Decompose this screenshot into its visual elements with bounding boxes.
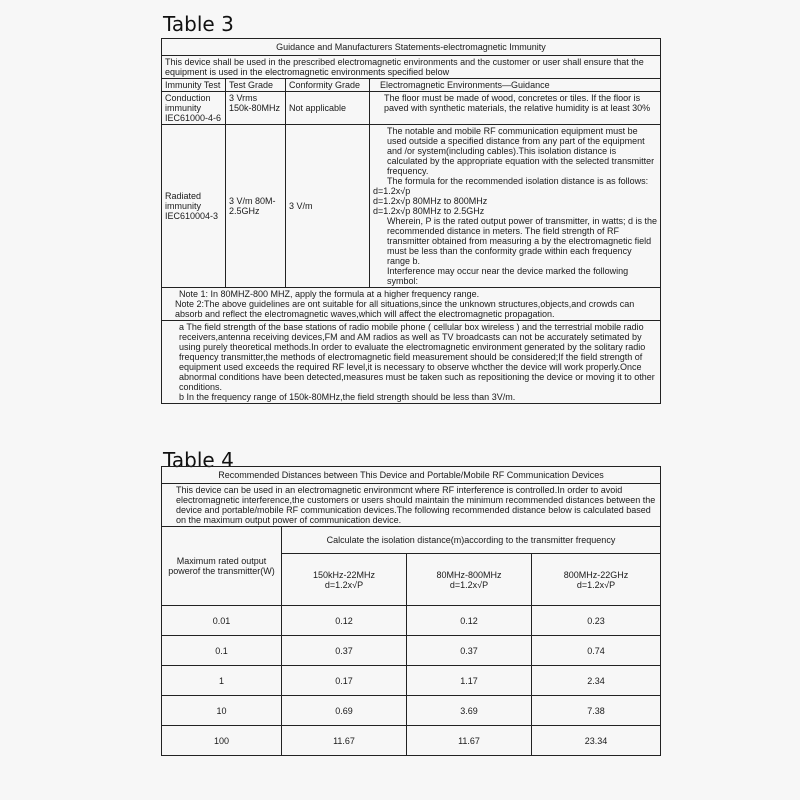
header-immunity-test: Immunity Test bbox=[162, 79, 226, 92]
table-row bbox=[162, 726, 661, 756]
row1-grade: 3 Vrms 150k-80MHz bbox=[226, 92, 286, 125]
col-header-800m-22g bbox=[532, 554, 661, 606]
table3-intro: This device shall be used in the prescribed electromagnetic environments and the customer or user shall ensure that the equipment is used in the electromagnetic environments specified below bbox=[162, 56, 661, 79]
col-header-80m-800m bbox=[407, 554, 532, 606]
col-range: 80MHz-800MHz bbox=[436, 569, 502, 580]
formula-1: d=1.2x√p bbox=[373, 186, 411, 196]
row2-grade: 3 V/m 80M-2.5GHz bbox=[226, 125, 286, 288]
col-formula: d=1.2x√P bbox=[576, 579, 616, 590]
power-cell: 10 bbox=[162, 696, 282, 726]
row1-test: Conduction immunity IEC61000-4-6 bbox=[162, 92, 226, 125]
power-cell: 1 bbox=[162, 666, 282, 696]
row2-guidance bbox=[370, 125, 661, 288]
distance-cell: 2.34 bbox=[532, 666, 661, 696]
table-row bbox=[162, 636, 661, 666]
distance-cell: 11.67 bbox=[407, 726, 532, 756]
row2-conformity: 3 V/m bbox=[286, 125, 370, 288]
table4-heading: Table 4 bbox=[163, 448, 234, 472]
note-1: Note 1: In 80MHZ-800 MHZ, apply the formula at a higher frequency range. bbox=[179, 289, 480, 299]
distance-cell: 7.38 bbox=[532, 696, 661, 726]
footnote-a: a The field strength of the base stations of radio mobile phone ( cellular box wireless ) and the terrestrial mobile radio receivers,antenna receiving devices,FM and AM radios as well as TV broadcasts can not be accurately setimated by using purely theoretical methods.In order to evaluate the electromagnetic environment generated by the solitary radio frequency transmitter,the methods of electromagnetic field measurement should be considered;If the field strength of equipment used exceeds the required RF level,it is necessary to observe whcther the device will work properly.Once abnormal conditions have been detected,measures must be taken such as repositioning the device or moving it to other conditions. bbox=[179, 322, 655, 392]
distance-cell: 0.12 bbox=[407, 606, 532, 636]
row2-guidance-p1: The notable and mobile RF communication equipment must be used outside a specified distance from any part of the equipment and /or system(including cables).This isolation distance is calculated by the appropriate equation with the selected transmitter frequency. bbox=[387, 126, 655, 176]
calc-header: Calculate the isolation distance(m)according to the transmitter frequency bbox=[282, 527, 661, 554]
note-2: Note 2:The above guidelines are ont suitable for all situations,since the unknown structures,objects,and crowds can absorb and reflect the electromagnetic waves,which will affect the electromagnetic propagation. bbox=[175, 299, 635, 319]
col-range: 150kHz-22MHz bbox=[312, 569, 376, 580]
table3 bbox=[161, 38, 661, 404]
formula-2: d=1.2x√p 80MHz to 800MHz bbox=[373, 196, 488, 206]
table-row bbox=[162, 606, 661, 636]
power-cell: 100 bbox=[162, 726, 282, 756]
distance-cell: 11.67 bbox=[282, 726, 407, 756]
row2-guidance-p2: The formula for the recommended isolation distance is as follows: bbox=[387, 176, 649, 186]
table3-title: Guidance and Manufacturers Statements-electromagnetic Immunity bbox=[162, 39, 661, 56]
formula-3: d=1.2x√p 80MHz to 2.5GHz bbox=[373, 206, 485, 216]
col-range: 800MHz-22GHz bbox=[563, 569, 629, 580]
distance-cell: 23.34 bbox=[532, 726, 661, 756]
table3-heading: Table 3 bbox=[163, 12, 234, 36]
table-row bbox=[162, 666, 661, 696]
table4 bbox=[161, 466, 661, 756]
power-cell: 0.01 bbox=[162, 606, 282, 636]
power-cell: 0.1 bbox=[162, 636, 282, 666]
distance-cell: 0.23 bbox=[532, 606, 661, 636]
table3-footnotes bbox=[162, 321, 661, 404]
col-formula: d=1.2x√P bbox=[449, 579, 489, 590]
col-formula: d=1.2x√P bbox=[324, 579, 364, 590]
distance-cell: 0.12 bbox=[282, 606, 407, 636]
row2-test: Radiated immunity IEC610004-3 bbox=[162, 125, 226, 288]
distance-cell: 0.37 bbox=[407, 636, 532, 666]
distance-cell: 3.69 bbox=[407, 696, 532, 726]
distance-cell: 0.74 bbox=[532, 636, 661, 666]
power-header: Maximum rated output powerof the transmitter(W) bbox=[162, 527, 282, 606]
row1-conformity: Not applicable bbox=[286, 92, 370, 125]
footnote-b: b In the frequency range of 150k-80MHz,the field strength should be less than 3V/m. bbox=[179, 392, 516, 402]
distance-cell: 1.17 bbox=[407, 666, 532, 696]
table4-intro: This device can be used in an electromagnetic environmcnt where RF interference is controlled.In order to avoid electromagnetic interference,the customers or users should maintain the minimum recommended distances between the device and portable/mobile RF communication devices.The following recommended distance below is calculated based on the maximum output power of communication device. bbox=[162, 484, 661, 527]
table3-notes bbox=[162, 288, 661, 321]
col-header-150k-22m bbox=[282, 554, 407, 606]
header-test-grade: Test Grade bbox=[226, 79, 286, 92]
distance-cell: 0.69 bbox=[282, 696, 407, 726]
row2-guidance-p4: Interference may occur near the device marked the following symbol: bbox=[387, 266, 629, 286]
header-guidance: Electromagnetic Environments—Guidance bbox=[370, 79, 661, 92]
distance-cell: 0.17 bbox=[282, 666, 407, 696]
row1-guidance: The floor must be made of wood, concretes or tiles. If the floor is paved with synthetic materials, the relative humidity is at least 30% bbox=[370, 92, 661, 125]
row2-guidance-p3: Wherein, P is the rated output power of transmitter, in watts; d is the recommended distance in meters. The field strength of RF transmitter obtained from measuring a by the electromagnetic field must be less than the conformity grade within each frequency range b. bbox=[387, 216, 657, 266]
header-conformity-grade: Conformity Grade bbox=[286, 79, 370, 92]
distance-cell: 0.37 bbox=[282, 636, 407, 666]
table4-title: Recommended Distances between This Device and Portable/Mobile RF Communication Devices bbox=[162, 467, 661, 484]
table-row bbox=[162, 696, 661, 726]
